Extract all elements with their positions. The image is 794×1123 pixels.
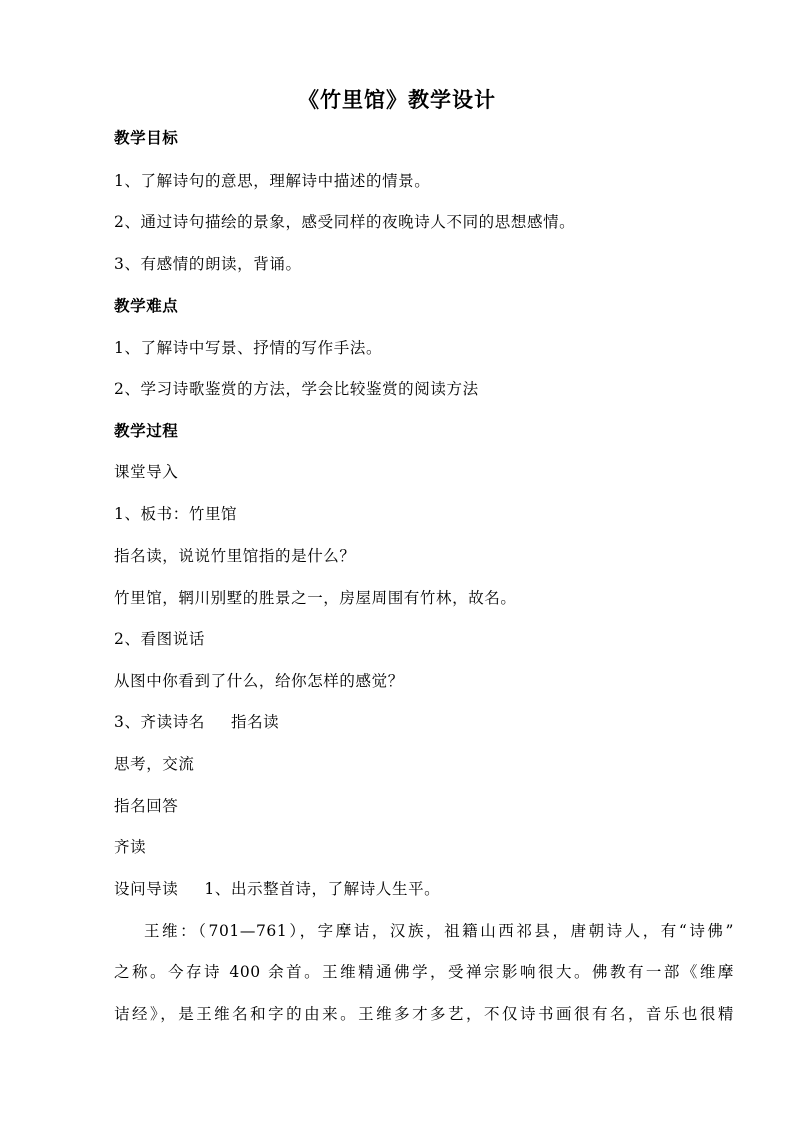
bio-line: 之称。今存诗 400 余首。王维精通佛学，受禅宗影响很大。佛教有一部《维摩 [114, 963, 734, 981]
step3-text: 3、齐读诗名 [114, 713, 205, 731]
process-item: 思考，交流 [114, 755, 195, 773]
question-text: 设问导读 [114, 880, 179, 898]
bio-line: 王维：（701—761），字摩诘，汉族，祖籍山西祁县，唐朝诗人，有“诗佛” [144, 922, 734, 940]
section-heading-difficulty: 教学难点 [114, 296, 179, 315]
process-item-step3 [114, 711, 734, 733]
difficulty-item: 2、学习诗歌鉴赏的方法，学会比较鉴赏的阅读方法 [114, 380, 479, 398]
goal-item: 3、有感情的朗读，背诵。 [114, 255, 302, 273]
section-heading-goals: 教学目标 [114, 128, 179, 147]
document-title: 《竹里馆》教学设计 [298, 87, 496, 112]
process-item: 课堂导入 [114, 463, 179, 481]
process-item: 竹里馆，辋川别墅的胜景之一，房屋周围有竹林，故名。 [114, 589, 517, 607]
difficulty-item: 1、了解诗中写景、抒情的写作手法。 [114, 339, 383, 357]
goal-item: 2、通过诗句描绘的景象，感受同样的夜晚诗人不同的思想感情。 [114, 213, 576, 231]
section-heading-process: 教学过程 [114, 421, 179, 440]
question-text: 1、出示整首诗，了解诗人生平。 [204, 880, 441, 898]
step3-text: 指名读 [230, 713, 280, 731]
process-item: 1、板书：竹里馆 [114, 505, 238, 523]
bio-line: 诘经》，是王维名和字的由来。王维多才多艺，不仅诗书画很有名，音乐也很精 [114, 1005, 734, 1023]
process-item: 齐读 [114, 838, 147, 856]
goal-item: 1、了解诗句的意思，理解诗中描述的情景。 [114, 172, 431, 190]
process-item: 指名回答 [114, 797, 179, 815]
process-item: 指名读，说说竹里馆指的是什么？ [114, 547, 356, 565]
process-item: 从图中你看到了什么，给你怎样的感觉？ [114, 672, 404, 690]
process-item-question [114, 878, 734, 900]
process-item: 2、看图说话 [114, 630, 205, 648]
